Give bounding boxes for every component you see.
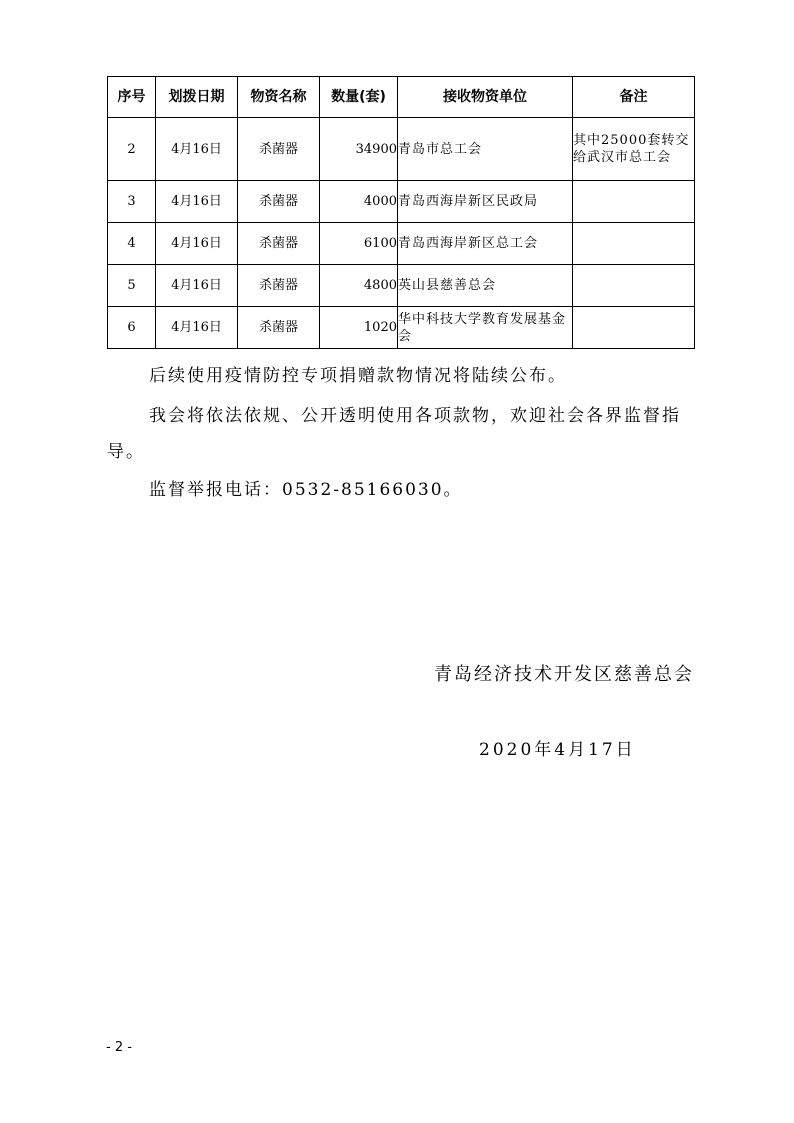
table-row bbox=[108, 265, 695, 307]
header-item: 物资名称 bbox=[238, 77, 320, 118]
cell-note bbox=[573, 181, 695, 223]
cell-item: 杀菌器 bbox=[238, 265, 320, 307]
signature-date: 2020年4月17日 bbox=[479, 740, 636, 760]
cell-qty: 1020 bbox=[320, 307, 398, 349]
cell-recipient: 青岛西海岸新区民政局 bbox=[398, 181, 573, 223]
cell-item: 杀菌器 bbox=[238, 307, 320, 349]
paragraph-followup: 后续使用疫情防控专项捐赠款物情况将陆续公布。 bbox=[149, 366, 567, 386]
cell-note: 其中25000套转交给武汉市总工会 bbox=[573, 118, 695, 181]
cell-recipient: 华中科技大学教育发展基金会 bbox=[398, 307, 573, 349]
table-header-row bbox=[108, 77, 695, 118]
cell-no: 4 bbox=[108, 223, 156, 265]
cell-item: 杀菌器 bbox=[238, 118, 320, 181]
cell-item: 杀菌器 bbox=[238, 181, 320, 223]
cell-date: 4月16日 bbox=[156, 307, 238, 349]
cell-qty: 4800 bbox=[320, 265, 398, 307]
table-row bbox=[108, 118, 695, 181]
table-row bbox=[108, 307, 695, 349]
header-note: 备注 bbox=[573, 77, 695, 118]
paragraph-commitment: 我会将依法依规、公开透明使用各项款物，欢迎社会各界监督指导。 bbox=[107, 406, 681, 462]
table-row bbox=[108, 223, 695, 265]
cell-qty: 34900 bbox=[320, 118, 398, 181]
table-row bbox=[108, 181, 695, 223]
cell-note bbox=[573, 307, 695, 349]
cell-recipient: 英山县慈善总会 bbox=[398, 265, 573, 307]
cell-qty: 6100 bbox=[320, 223, 398, 265]
cell-item: 杀菌器 bbox=[238, 223, 320, 265]
cell-note bbox=[573, 223, 695, 265]
header-recipient: 接收物资单位 bbox=[398, 77, 573, 118]
header-qty: 数量(套) bbox=[320, 77, 398, 118]
paragraph-hotline: 监督举报电话：0532-85166030。 bbox=[149, 480, 463, 500]
cell-recipient: 青岛市总工会 bbox=[398, 118, 573, 181]
header-date: 划拨日期 bbox=[156, 77, 238, 118]
cell-qty: 4000 bbox=[320, 181, 398, 223]
cell-recipient: 青岛西海岸新区总工会 bbox=[398, 223, 573, 265]
donation-table bbox=[107, 76, 695, 349]
cell-date: 4月16日 bbox=[156, 223, 238, 265]
cell-date: 4月16日 bbox=[156, 118, 238, 181]
signature-organization: 青岛经济技术开发区慈善总会 bbox=[434, 664, 694, 685]
cell-date: 4月16日 bbox=[156, 265, 238, 307]
cell-no: 2 bbox=[108, 118, 156, 181]
page-number: - 2 - bbox=[106, 1040, 132, 1055]
header-no: 序号 bbox=[108, 77, 156, 118]
cell-note bbox=[573, 265, 695, 307]
cell-no: 5 bbox=[108, 265, 156, 307]
cell-date: 4月16日 bbox=[156, 181, 238, 223]
cell-no: 3 bbox=[108, 181, 156, 223]
cell-no: 6 bbox=[108, 307, 156, 349]
